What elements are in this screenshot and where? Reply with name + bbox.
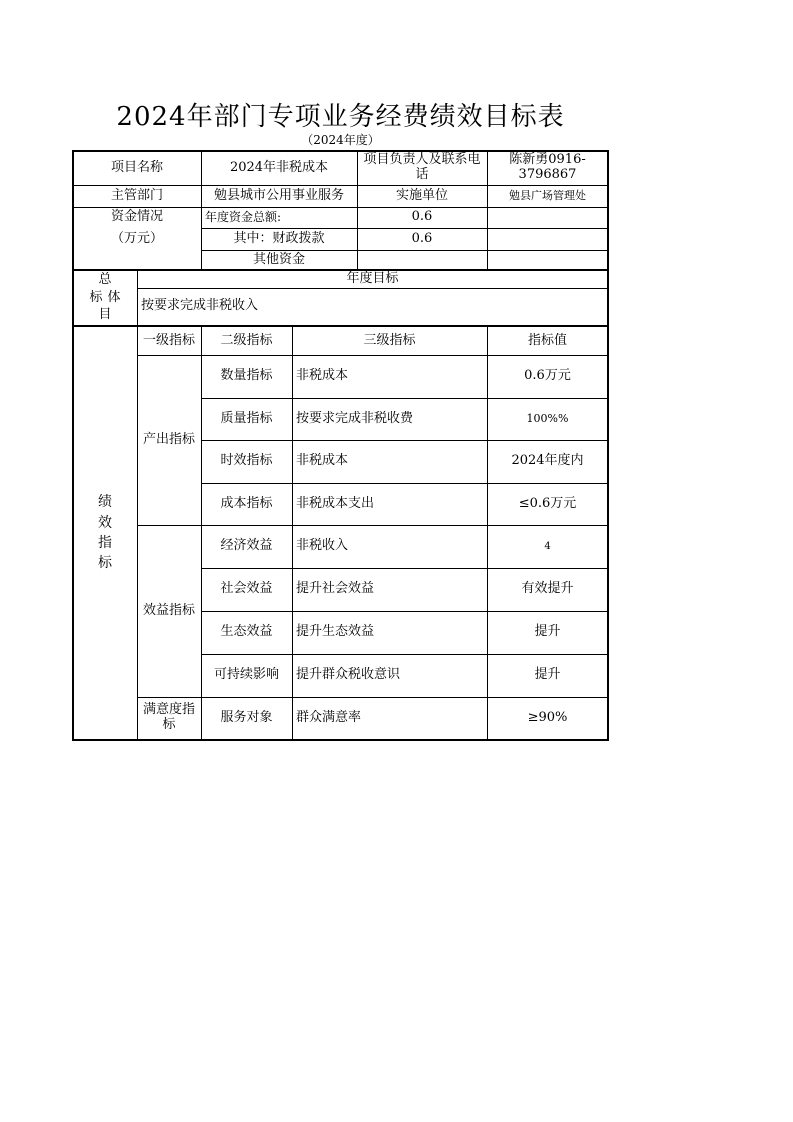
- value-cell: 0.6万元: [524, 368, 571, 384]
- document-year: （2024年度）: [301, 133, 380, 147]
- grid-line: [487, 150, 488, 270]
- grid-line: [72, 269, 609, 271]
- table-border: [607, 150, 609, 741]
- grid-line: [201, 228, 609, 229]
- grid-line: [137, 288, 609, 289]
- project-name-value: 2024年非税成本: [229, 159, 329, 175]
- col-header-level1: 一级指标: [142, 332, 195, 348]
- level2-cell: 生态效益: [220, 624, 273, 640]
- fund-unit-label: （万元）: [110, 230, 163, 246]
- fund-total-value: 0.6: [411, 209, 433, 225]
- grid-line: [72, 207, 609, 208]
- grid-line: [201, 250, 609, 251]
- value-cell: 提升: [534, 667, 561, 683]
- indicators-side-label: [73, 327, 137, 739]
- value-cell: ≥90%: [527, 709, 568, 725]
- level2-cell: 经济效益: [220, 538, 273, 554]
- goal-char: 目: [98, 307, 112, 323]
- impl-value: 勉县广场管理处: [509, 188, 586, 202]
- value-cell: 100%%: [526, 411, 569, 425]
- grid-line: [201, 398, 609, 399]
- grid-line: [201, 150, 202, 270]
- document-title: 2024年部门专项业务经费绩效目标表: [116, 102, 565, 132]
- level3-cell: 非税成本: [296, 368, 349, 384]
- dept-label: 主管部门: [110, 187, 163, 203]
- grid-line: [487, 326, 488, 740]
- level1-benefit: 效益指标: [142, 602, 195, 618]
- value-cell: 2024年度内: [511, 453, 584, 469]
- level3-cell: 提升生态效益: [296, 624, 375, 640]
- level3-cell: 非税成本支出: [296, 495, 375, 511]
- fund-fiscal-value: 0.6: [411, 230, 433, 246]
- level2-cell: 质量指标: [220, 410, 273, 426]
- col-header-value: 指标值: [527, 332, 567, 348]
- level1-satisfaction: 满意度指标: [142, 702, 195, 732]
- grid-line: [137, 697, 609, 698]
- value-cell: 提升: [534, 624, 561, 640]
- grid-line: [201, 654, 609, 655]
- grid-line: [137, 355, 609, 356]
- fund-label: 资金情况: [110, 209, 163, 225]
- value-cell: ≤0.6万元: [518, 495, 577, 511]
- level2-cell: 社会效益: [220, 581, 273, 597]
- indicator-char: 标: [98, 555, 112, 572]
- grid-line: [137, 270, 138, 740]
- goal-header: 年度目标: [346, 270, 399, 286]
- level2-cell: 服务对象: [220, 709, 273, 725]
- col-header-level2: 二级指标: [220, 332, 273, 348]
- level2-cell: 成本指标: [220, 495, 273, 511]
- goal-char: 标: [89, 289, 103, 305]
- dept-value: 勉县城市公用事业服务: [213, 187, 344, 203]
- fund-fiscal-label: 其中：财政拨款: [233, 230, 325, 246]
- table-border: [72, 739, 609, 741]
- contact-value: 陈新勇0916-3796867: [509, 152, 586, 182]
- level3-cell: 非税成本: [296, 453, 349, 469]
- contact-label: 项目负责人及联系电话: [363, 152, 481, 182]
- grid-line: [292, 326, 293, 740]
- level3-cell: 非税收入: [296, 538, 349, 554]
- grid-line: [201, 611, 609, 612]
- col-header-level3: 三级指标: [363, 332, 416, 348]
- level2-cell: 时效指标: [220, 453, 273, 469]
- goal-char: 体: [107, 289, 121, 305]
- level3-cell: 按要求完成非税收费: [296, 410, 414, 426]
- fund-other-label: 其他资金: [252, 251, 305, 267]
- goal-text: 按要求完成非税收入: [141, 298, 259, 314]
- project-name-label: 项目名称: [110, 159, 163, 175]
- fund-total-label: 年度资金总额:: [205, 209, 282, 224]
- grid-line: [201, 440, 609, 441]
- indicator-char: 绩: [98, 494, 112, 511]
- indicator-char: 指: [98, 535, 112, 551]
- grid-line: [72, 325, 609, 327]
- grid-line: [72, 185, 609, 186]
- level3-cell: 群众满意率: [296, 709, 362, 725]
- indicator-char: 效: [98, 514, 112, 531]
- grid-line: [201, 483, 609, 484]
- level2-cell: 数量指标: [220, 368, 273, 384]
- value-cell: 4: [544, 540, 551, 552]
- level1-output: 产出指标: [142, 431, 195, 447]
- level3-cell: 提升社会效益: [296, 581, 375, 597]
- grid-line: [137, 525, 609, 526]
- level3-cell: 提升群众税收意识: [296, 667, 401, 683]
- impl-label: 实施单位: [395, 187, 448, 203]
- level2-cell: 可持续影响: [213, 667, 279, 683]
- table-border: [72, 150, 74, 741]
- table-border: [72, 150, 609, 152]
- grid-line: [201, 568, 609, 569]
- grid-line: [201, 326, 202, 740]
- goal-char: 总: [98, 272, 112, 287]
- grid-line: [357, 150, 358, 270]
- value-cell: 有效提升: [521, 581, 574, 597]
